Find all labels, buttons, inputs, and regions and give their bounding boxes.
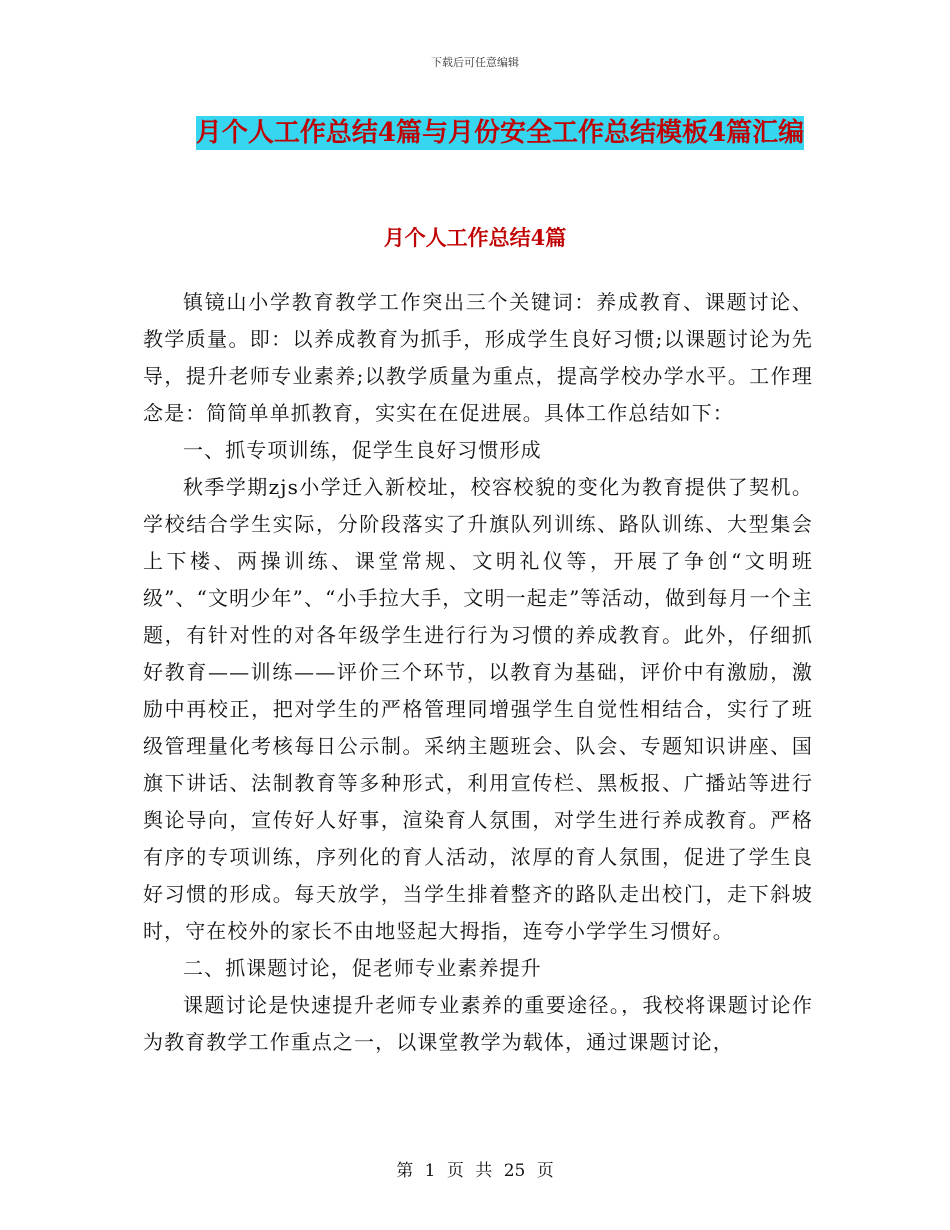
section-title: 月个人工作总结4篇 (383, 225, 567, 250)
document-body (143, 284, 813, 1061)
document-title-text: 月个人工作总结4篇与月份安全工作总结模板4篇汇编 (195, 118, 805, 148)
paragraph-one: 秋季学期zjs小学迁入新校址，校容校貌的变化为教育提供了契机。学校结合学生实际，分阶段落实了升旗队列训练、路队训练、大型集会上下楼、两操训练、课堂常规、文明礼仪等，开展了争创“文明班级”、“文明少年”、“小手拉大手，文明一起走”等活动，做到每月一个主题，有针对性的对各年级学生进行行为习惯的养成教育。此外，仔细抓好教育——训练——评价三个环节，以教育为基础，评价中有激励，激励中再校正，把对学生的严格管理同增强学生自觉性相结合，实行了班级管理量化考核每日公示制。采纳主题班会、队会、专题知识讲座、国旗下讲话、法制教育等多种形式，利用宣传栏、黑板报、广播站等进行舆论导向，宣传好人好事，渲染育人氛围，对学生进行养成教育。严格有序的专项训练，序列化的育人活动，浓厚的育人氛围，促进了学生良好习惯的形成。每天放学，当学生排着整齐的路队走出校门，走下斜坡时，守在校外的家长不由地竖起大拇指，连夸小学学生习惯好。 (143, 475, 813, 943)
heading-two: 二、抓课题讨论，促老师专业素养提升 (183, 956, 542, 980)
document-title (175, 108, 825, 158)
page-footer: 第 1 页 共 25 页 (396, 1161, 554, 1181)
header-note: 下载后可任意编辑 (431, 56, 519, 69)
paragraph-intro: 镇镜山小学教育教学工作突出三个关键词：养成教育、课题讨论、教学质量。即：以养成教育为抓手，形成学生良好习惯;以课题讨论为先导，提升老师专业素养;以教学质量为重点，提高学校办学水平。工作理念是：简简单单抓教育，实实在在促进展。具体工作总结如下： (143, 290, 813, 425)
paragraph-two: 课题讨论是快速提升老师专业素养的重要途径。，我校将课题讨论作为教育教学工作重点之一，以课堂教学为载体，通过课题讨论， (143, 993, 813, 1054)
heading-one: 一、抓专项训练，促学生良好习惯形成 (183, 438, 542, 462)
